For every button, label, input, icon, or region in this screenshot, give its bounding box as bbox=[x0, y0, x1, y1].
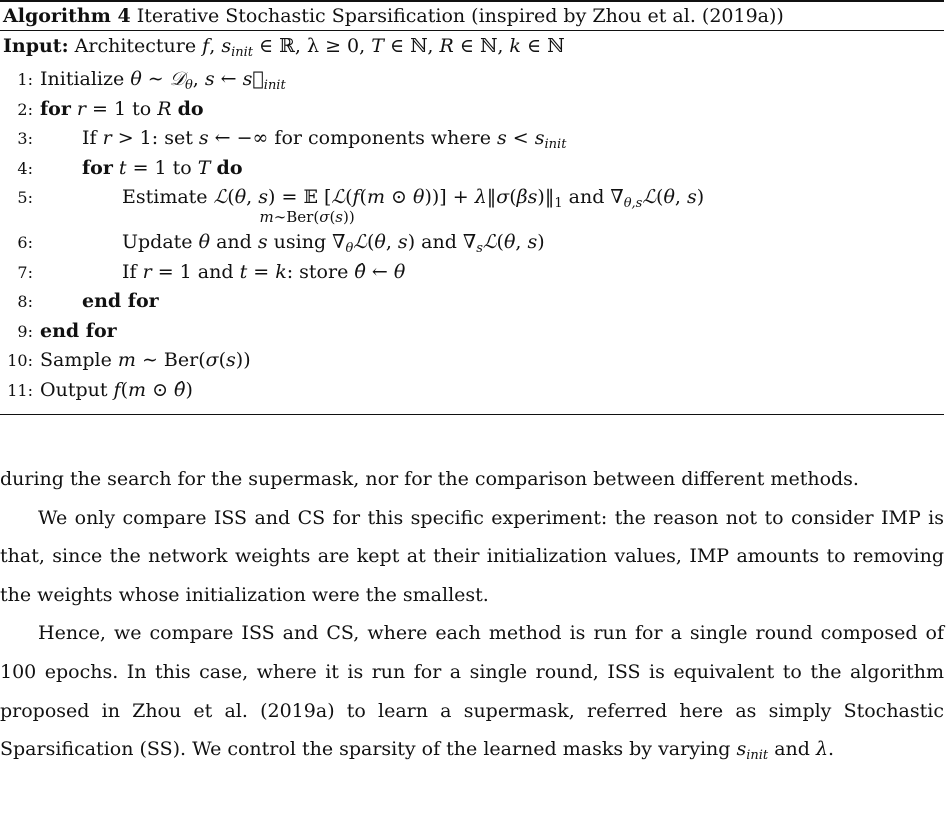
line-number: 1: bbox=[17, 70, 33, 89]
expectation-subscript: m∼Ber(σ(s)) bbox=[259, 208, 355, 226]
line-text: Output f(m ⊙ θ̂) bbox=[40, 378, 193, 401]
input-text: Architecture f, $s_{init}$ ∈ ℝ, λ ≥ 0, T ∈ ℕ, R ∈ ℕ, k ∈ ℕ bbox=[74, 35, 565, 60]
line-number: 4: bbox=[17, 158, 33, 178]
algorithm-bottom-rule bbox=[0, 414, 944, 415]
algorithm-line-10 bbox=[0, 346, 944, 376]
body-text bbox=[0, 460, 944, 772]
line-number: 11: bbox=[7, 380, 33, 400]
algorithm-line-8 bbox=[0, 287, 944, 317]
line-text: Update θ and s using $\nabla_\theta ℒ(\theta$, s) and $\nabla_sℒ(\theta$, s) bbox=[122, 231, 545, 256]
algorithm-line-4 bbox=[0, 154, 944, 184]
algorithm-caption bbox=[0, 2, 944, 30]
line-text: end for bbox=[82, 290, 159, 312]
algorithm-line-2 bbox=[0, 95, 944, 125]
paragraph-1: during the search for the supermask, nor for the comparison between different methods. bbox=[0, 468, 859, 490]
algorithm-input bbox=[0, 31, 944, 64]
line-text: for r = 1 to R do bbox=[40, 97, 204, 120]
line-text: end for bbox=[40, 319, 117, 342]
line-number: 2: bbox=[17, 99, 33, 119]
algorithm-line-5 bbox=[0, 183, 944, 228]
line-text: Initialize θ ∼ 𝒟$_\theta$, s ← $s⃗_{init}$ bbox=[40, 68, 286, 93]
line-number: 10: bbox=[7, 351, 33, 370]
line-text: If r > 1: set s ← −∞ for components where $s < s_{init}$ bbox=[82, 127, 567, 152]
paragraph-3: Hence, we compare ISS and CS, where each method is run for a single round composed of 100 epochs. In this case, where it is run for a single round, ISS is equivalent to the algorithm proposed in Zhou et al. (2019a) to learn a supermask, referred here as simply Stochastic Sparsification (SS). We control the sparsity of the learned masks by varying $s_{init}$ and λ. bbox=[0, 622, 944, 764]
line-number: 3: bbox=[17, 129, 33, 148]
expectation-operator: 𝔼 m∼Ber(σ(s)) bbox=[303, 183, 317, 213]
algorithm-line-11 bbox=[0, 376, 944, 406]
line-text: for t = 1 to T do bbox=[82, 156, 243, 179]
line-number: 6: bbox=[17, 233, 33, 252]
algorithm-line-1 bbox=[0, 65, 944, 95]
algorithm-line-3 bbox=[0, 124, 944, 154]
algorithm-label: Algorithm 4 bbox=[3, 5, 131, 27]
algorithm-lines bbox=[0, 65, 944, 405]
algorithm-line-6 bbox=[0, 228, 944, 258]
line-text: Estimate ℒ(θ, s) = 𝔼 m∼Ber(σ(s)) [ℒ(f(m ⊙ $\theta))] + \lambda‖\sigma(\beta s)‖_1$ and $\nabla_{\theta,s}ℒ(\theta$, s) bbox=[122, 183, 704, 215]
line-text: Sample m ∼ Ber(σ(s)) bbox=[40, 349, 251, 371]
line-number: 9: bbox=[17, 321, 33, 341]
algorithm-box bbox=[0, 0, 944, 415]
algorithm-title: Iterative Stochastic Sparsification (inspired by Zhou et al. (2019a)) bbox=[136, 5, 784, 27]
paragraph-2: We only compare ISS and CS for this specific experiment: the reason not to consider IMP is that, since the network weights are kept at their initialization values, IMP amounts to removing the weights whose initialization were the smallest. bbox=[0, 506, 944, 606]
line-number: 8: bbox=[17, 292, 33, 311]
line-text: If r = 1 and t = k: store θ̂ ← θ bbox=[122, 260, 406, 283]
algorithm-line-7 bbox=[0, 258, 944, 288]
line-number: 7: bbox=[17, 262, 33, 282]
line-number: 5: bbox=[17, 188, 33, 207]
algorithm-line-9 bbox=[0, 317, 944, 347]
input-label: Input: bbox=[3, 35, 69, 57]
